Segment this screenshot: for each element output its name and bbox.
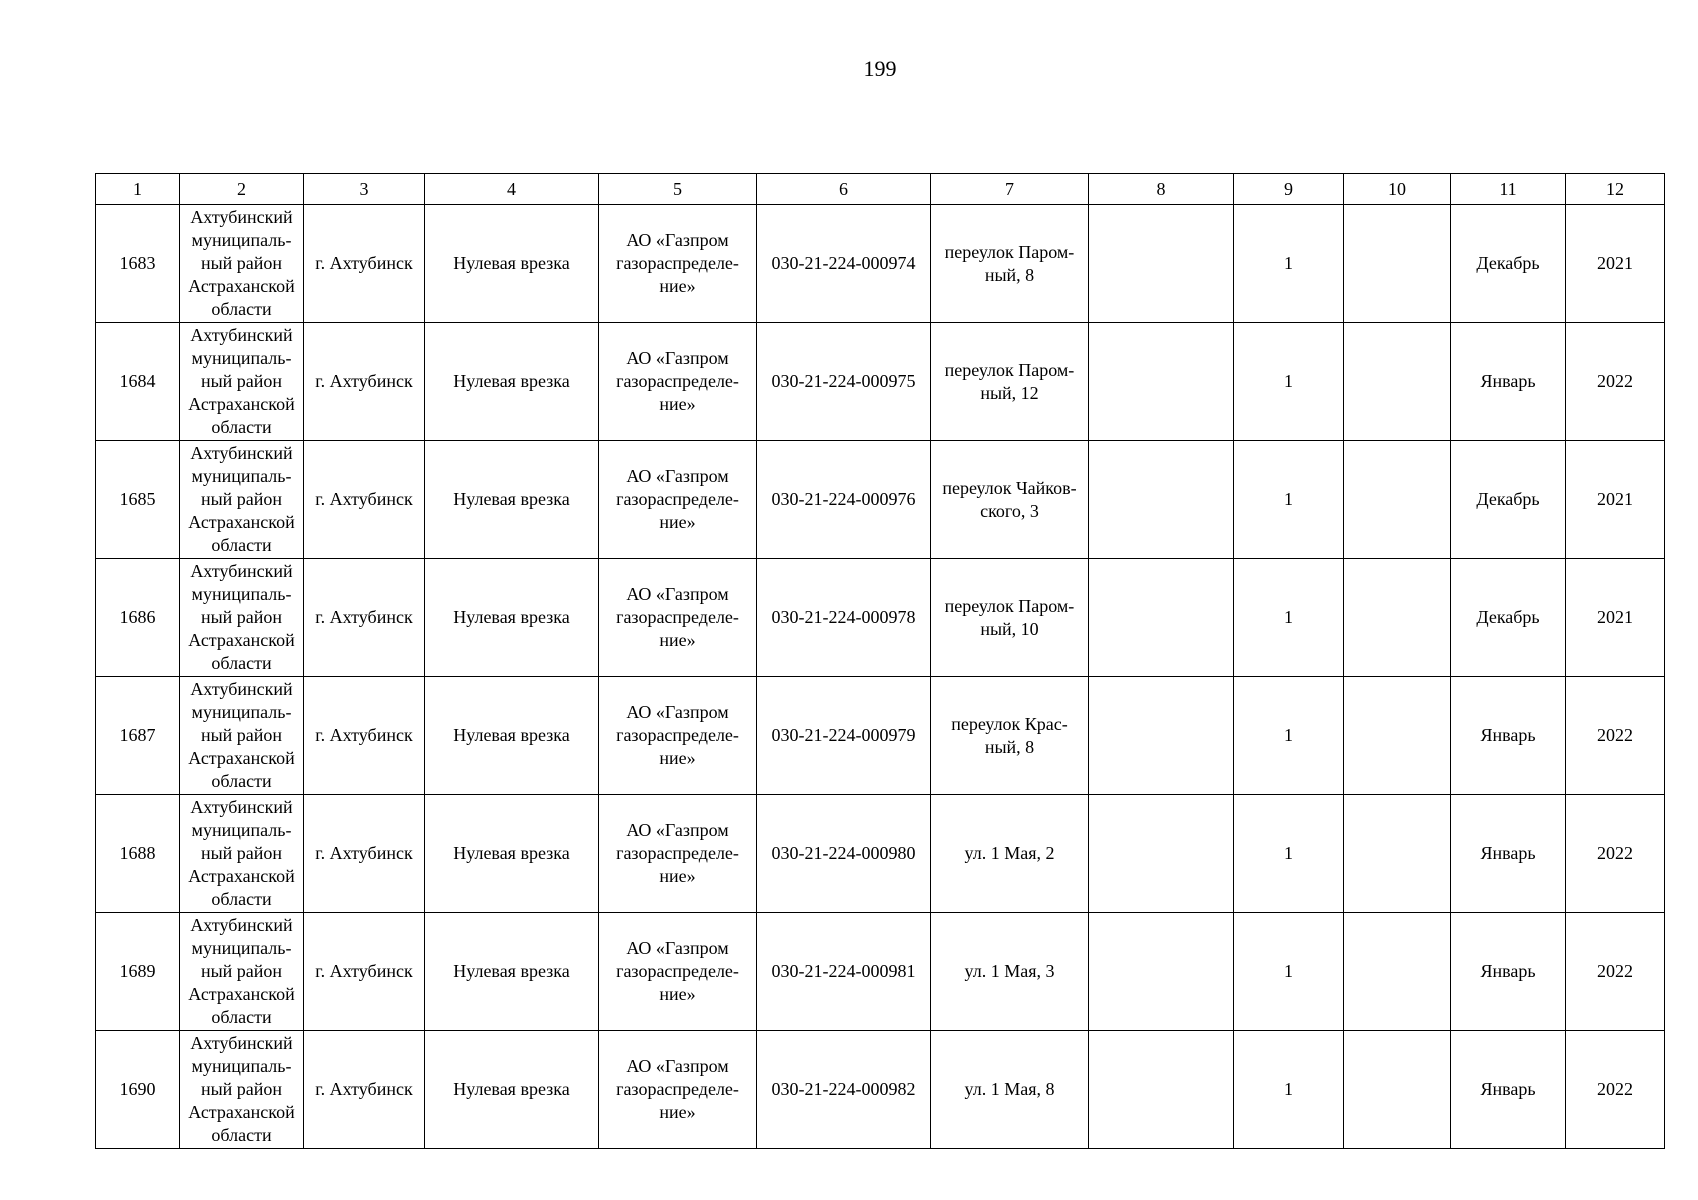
cell-col-2 [180, 205, 304, 323]
cell-line: муниципаль- [191, 584, 292, 604]
cell-col-5 [599, 1031, 757, 1149]
cell-line: ный район [200, 253, 283, 273]
cell-col-6: 030-21-224-000976 [757, 441, 931, 559]
cell-line: муниципаль- [191, 348, 292, 368]
table-row [96, 323, 1665, 441]
cell-line: ского, 3 [980, 500, 1039, 521]
cell-col-3: г. Ахтубинск [304, 441, 425, 559]
column-header-12: 12 [1566, 174, 1665, 205]
cell-line: АО «Газпром [626, 702, 729, 722]
cell-line: ный район [200, 607, 283, 627]
cell-col-11: Январь [1451, 913, 1566, 1031]
cell-col-9: 1 [1234, 559, 1344, 677]
cell-line: АО «Газпром [626, 938, 729, 958]
cell-line: ный район [200, 1079, 283, 1099]
cell-line: переулок Паром- [944, 241, 1075, 262]
cell-col-12: 2022 [1566, 323, 1665, 441]
column-header-11: 11 [1451, 174, 1566, 205]
cell-col-2 [180, 441, 304, 559]
cell-line: АО «Газпром [626, 348, 729, 368]
cell-col-11: Январь [1451, 795, 1566, 913]
cell-line: ние» [659, 276, 696, 296]
table-row [96, 559, 1665, 677]
cell-line: области [211, 1007, 272, 1027]
cell-col-5 [599, 441, 757, 559]
data-table [95, 173, 1665, 1149]
cell-col-11: Январь [1451, 323, 1566, 441]
cell-line: газораспределе- [616, 371, 739, 391]
cell-line: муниципаль- [191, 938, 292, 958]
cell-col-1: 1690 [96, 1031, 180, 1149]
cell-col-8 [1089, 1031, 1234, 1149]
cell-col-8 [1089, 205, 1234, 323]
cell-col-6: 030-21-224-000975 [757, 323, 931, 441]
cell-line: переулок Крас- [951, 713, 1068, 734]
cell-col-2 [180, 323, 304, 441]
cell-col-12: 2021 [1566, 441, 1665, 559]
cell-col-10 [1344, 559, 1451, 677]
cell-col-4: Нулевая врезка [425, 677, 599, 795]
cell-line: Астраханской [188, 630, 295, 650]
cell-col-12: 2022 [1566, 795, 1665, 913]
cell-col-2 [180, 1031, 304, 1149]
cell-col-1: 1689 [96, 913, 180, 1031]
cell-col-9: 1 [1234, 441, 1344, 559]
cell-line: муниципаль- [191, 1056, 292, 1076]
cell-line: Астраханской [188, 748, 295, 768]
cell-line: Астраханской [188, 512, 295, 532]
cell-line: ный район [200, 843, 283, 863]
cell-line: Астраханской [188, 984, 295, 1004]
cell-col-4: Нулевая врезка [425, 795, 599, 913]
cell-col-11: Январь [1451, 677, 1566, 795]
cell-col-1: 1687 [96, 677, 180, 795]
cell-line: области [211, 417, 272, 437]
cell-line: ние» [659, 1102, 696, 1122]
table-row [96, 441, 1665, 559]
cell-col-11: Январь [1451, 1031, 1566, 1149]
cell-line: Ахтубинский [190, 325, 293, 345]
cell-col-8 [1089, 441, 1234, 559]
cell-col-7 [931, 913, 1089, 1031]
cell-line: ние» [659, 984, 696, 1004]
cell-line: Ахтубинский [190, 443, 293, 463]
cell-col-3: г. Ахтубинск [304, 205, 425, 323]
cell-col-6: 030-21-224-000980 [757, 795, 931, 913]
cell-col-6: 030-21-224-000982 [757, 1031, 931, 1149]
cell-line: ул. 1 Мая, 3 [964, 961, 1055, 981]
cell-col-9: 1 [1234, 205, 1344, 323]
cell-line: Астраханской [188, 1102, 295, 1122]
cell-col-2 [180, 913, 304, 1031]
cell-col-11: Декабрь [1451, 441, 1566, 559]
cell-col-7 [931, 1031, 1089, 1149]
cell-col-3: г. Ахтубинск [304, 559, 425, 677]
cell-line: области [211, 889, 272, 909]
cell-line: Астраханской [188, 394, 295, 414]
cell-col-4: Нулевая врезка [425, 559, 599, 677]
cell-col-3: г. Ахтубинск [304, 913, 425, 1031]
column-header-7: 7 [931, 174, 1089, 205]
cell-line: газораспределе- [616, 1079, 739, 1099]
cell-col-4: Нулевая врезка [425, 205, 599, 323]
cell-col-9: 1 [1234, 795, 1344, 913]
page-number: 199 [863, 56, 897, 81]
cell-line: переулок Чайков- [942, 477, 1077, 498]
cell-line: ный район [200, 489, 283, 509]
cell-line: АО «Газпром [626, 820, 729, 840]
cell-line: ный, 8 [984, 264, 1035, 285]
cell-col-12: 2022 [1566, 677, 1665, 795]
cell-col-7 [931, 677, 1089, 795]
cell-col-10 [1344, 441, 1451, 559]
cell-col-9: 1 [1234, 323, 1344, 441]
cell-col-5 [599, 795, 757, 913]
cell-line: АО «Газпром [626, 466, 729, 486]
cell-col-11: Декабрь [1451, 559, 1566, 677]
cell-col-3: г. Ахтубинск [304, 323, 425, 441]
column-header-6: 6 [757, 174, 931, 205]
cell-line: области [211, 653, 272, 673]
cell-line: АО «Газпром [626, 230, 729, 250]
cell-col-5 [599, 559, 757, 677]
cell-line: ние» [659, 512, 696, 532]
cell-col-10 [1344, 795, 1451, 913]
cell-line: муниципаль- [191, 702, 292, 722]
column-header-2: 2 [180, 174, 304, 205]
cell-line: ние» [659, 630, 696, 650]
cell-col-10 [1344, 323, 1451, 441]
cell-col-8 [1089, 913, 1234, 1031]
table-row [96, 1031, 1665, 1149]
cell-col-6: 030-21-224-000979 [757, 677, 931, 795]
cell-line: переулок Паром- [944, 359, 1075, 380]
cell-col-4: Нулевая врезка [425, 1031, 599, 1149]
cell-col-7 [931, 795, 1089, 913]
header-row [96, 174, 1665, 205]
cell-col-1: 1683 [96, 205, 180, 323]
cell-col-7 [931, 205, 1089, 323]
cell-line: газораспределе- [616, 961, 739, 981]
cell-line: ный район [200, 371, 283, 391]
cell-col-10 [1344, 677, 1451, 795]
cell-line: ный, 8 [984, 736, 1035, 757]
cell-col-12: 2022 [1566, 1031, 1665, 1149]
column-header-10: 10 [1344, 174, 1451, 205]
cell-line: Ахтубинский [190, 561, 293, 581]
cell-col-8 [1089, 677, 1234, 795]
cell-line: ние» [659, 394, 696, 414]
cell-line: газораспределе- [616, 489, 739, 509]
cell-col-2 [180, 559, 304, 677]
cell-line: ный район [200, 961, 283, 981]
cell-line: Ахтубинский [190, 797, 293, 817]
cell-line: Ахтубинский [190, 915, 293, 935]
cell-col-9: 1 [1234, 1031, 1344, 1149]
table-row [96, 795, 1665, 913]
cell-line: газораспределе- [616, 607, 739, 627]
cell-line: ние» [659, 748, 696, 768]
cell-col-7 [931, 441, 1089, 559]
column-header-9: 9 [1234, 174, 1344, 205]
cell-line: области [211, 535, 272, 555]
cell-col-6: 030-21-224-000981 [757, 913, 931, 1031]
cell-line: ный, 10 [980, 618, 1039, 639]
cell-col-10 [1344, 913, 1451, 1031]
cell-line: ние» [659, 866, 696, 886]
cell-line: области [211, 771, 272, 791]
cell-line: области [211, 1125, 272, 1145]
cell-col-4: Нулевая врезка [425, 441, 599, 559]
cell-col-1: 1688 [96, 795, 180, 913]
cell-line: АО «Газпром [626, 1056, 729, 1076]
table-row [96, 205, 1665, 323]
cell-col-4: Нулевая врезка [425, 913, 599, 1031]
column-header-4: 4 [425, 174, 599, 205]
cell-col-3: г. Ахтубинск [304, 1031, 425, 1149]
cell-line: Астраханской [188, 276, 295, 296]
cell-line: газораспределе- [616, 253, 739, 273]
cell-line: муниципаль- [191, 230, 292, 250]
cell-line: ул. 1 Мая, 8 [964, 1079, 1055, 1099]
cell-col-10 [1344, 1031, 1451, 1149]
cell-line: Ахтубинский [190, 679, 293, 699]
cell-col-7 [931, 559, 1089, 677]
cell-line: ул. 1 Мая, 2 [964, 843, 1055, 863]
cell-col-8 [1089, 323, 1234, 441]
cell-col-10 [1344, 205, 1451, 323]
cell-line: АО «Газпром [626, 584, 729, 604]
cell-col-12: 2021 [1566, 559, 1665, 677]
cell-col-8 [1089, 795, 1234, 913]
cell-line: области [211, 299, 272, 319]
cell-col-4: Нулевая врезка [425, 323, 599, 441]
column-header-5: 5 [599, 174, 757, 205]
cell-col-7 [931, 323, 1089, 441]
cell-line: ный, 12 [980, 382, 1039, 403]
table-body [96, 205, 1665, 1149]
cell-col-12: 2021 [1566, 205, 1665, 323]
cell-line: переулок Паром- [944, 595, 1075, 616]
cell-line: Астраханской [188, 866, 295, 886]
cell-col-6: 030-21-224-000974 [757, 205, 931, 323]
cell-line: Ахтубинский [190, 207, 293, 227]
cell-col-5 [599, 205, 757, 323]
cell-col-1: 1686 [96, 559, 180, 677]
cell-line: муниципаль- [191, 466, 292, 486]
cell-col-12: 2022 [1566, 913, 1665, 1031]
table-row [96, 913, 1665, 1031]
cell-col-5 [599, 913, 757, 1031]
cell-line: ный район [200, 725, 283, 745]
cell-line: Ахтубинский [190, 1033, 293, 1053]
cell-line: газораспределе- [616, 725, 739, 745]
cell-col-3: г. Ахтубинск [304, 677, 425, 795]
cell-col-9: 1 [1234, 677, 1344, 795]
cell-col-5 [599, 323, 757, 441]
column-header-1: 1 [96, 174, 180, 205]
cell-col-3: г. Ахтубинск [304, 795, 425, 913]
column-header-8: 8 [1089, 174, 1234, 205]
cell-col-9: 1 [1234, 913, 1344, 1031]
column-header-3: 3 [304, 174, 425, 205]
table-row [96, 677, 1665, 795]
cell-col-1: 1685 [96, 441, 180, 559]
cell-col-11: Декабрь [1451, 205, 1566, 323]
cell-col-2 [180, 795, 304, 913]
cell-col-8 [1089, 559, 1234, 677]
cell-col-2 [180, 677, 304, 795]
cell-col-5 [599, 677, 757, 795]
cell-col-1: 1684 [96, 323, 180, 441]
cell-line: газораспределе- [616, 843, 739, 863]
cell-col-6: 030-21-224-000978 [757, 559, 931, 677]
cell-line: муниципаль- [191, 820, 292, 840]
